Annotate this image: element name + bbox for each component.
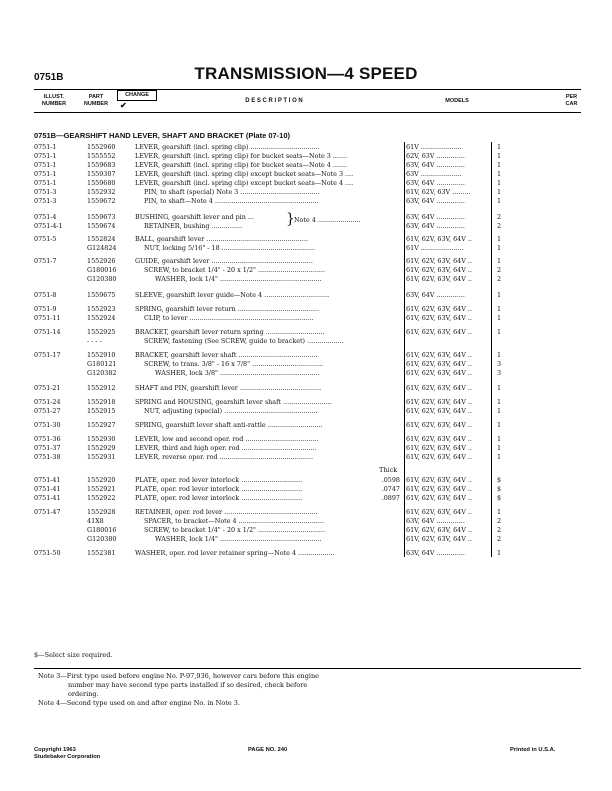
part-description: PIN, to shaft (special) Note 3 ....................................... [144, 188, 320, 196]
part-number: G120380 [87, 275, 117, 283]
quantity-per-car: 2 [496, 526, 502, 534]
part-description: SPRING and HOUSING, gearshift lever shaft ........................ [135, 398, 332, 406]
illus-number: 0751-1 [34, 152, 57, 160]
illus-number: 0751-1 [34, 170, 57, 178]
part-description: CLIP, to lever ............................................................. [144, 314, 314, 322]
part-description: RETAINER, bushing ............... [144, 222, 243, 230]
note-line: Note 4—Second type used on and after engine No. in Note 3. [38, 699, 240, 707]
per-header-line2: CAR [565, 100, 578, 107]
illus-number: 0751-41 [34, 476, 61, 484]
models-applicable: 61V .................... [406, 143, 462, 151]
illus-number: 0751-5 [34, 235, 57, 243]
part-description: PLATE, oper. rod lever interlock .............................. [135, 476, 303, 484]
part-number: 1552927 [87, 421, 116, 429]
table-row [34, 493, 594, 503]
part-description: LEVER, gearshift (incl. spring clip) for bucket seats—Note 3 ....... [135, 152, 348, 160]
part-number: 1552929 [87, 444, 116, 452]
quantity-per-car: 1 [496, 407, 502, 415]
part-description: SPACER, to bracket—Note 4 .......................................... [144, 517, 324, 525]
part-number: 1552910 [87, 351, 116, 359]
illus-number: 0751-47 [34, 508, 61, 516]
part-number: 1552925 [87, 328, 116, 336]
thickness-value: .0598 [381, 476, 400, 484]
part-number: G124824 [87, 244, 117, 252]
quantity-per-car: 1 [496, 305, 502, 313]
column-header [34, 89, 581, 113]
illus-header-line1: ILLUST. [43, 94, 65, 100]
thick-label: Thick [379, 466, 398, 474]
models-applicable: 63V, 64V .............. [406, 179, 465, 187]
models-applicable: 61V, 62V, 63V, 64V .. [406, 526, 472, 534]
quantity-per-car: 1 [496, 235, 502, 243]
quantity-per-car: 2 [496, 222, 502, 230]
part-number: G180121 [87, 360, 117, 368]
models-applicable: 61V, 62V, 63V, 64V .. [406, 360, 472, 368]
part-number: G180016 [87, 266, 117, 274]
part-description: WASHER, lock 3/8" ................................................. [155, 369, 320, 377]
part-description: BUSHING, gearshift lever and pin ... [135, 213, 254, 221]
part-number: G180016 [87, 526, 117, 534]
table-row [34, 452, 594, 462]
copyright-line1: Copyright 1963 [34, 747, 76, 753]
quantity-per-car: 1 [496, 188, 502, 196]
quantity-per-car: 1 [496, 197, 502, 205]
illus-number: 0751-24 [34, 398, 61, 406]
models-applicable: 63V, 64V .............. [406, 291, 465, 299]
models-applicable: 61V, 62V, 63V, 64V .. [406, 275, 472, 283]
printed-in: Printed in U.S.A. [510, 747, 556, 753]
part-description: BRACKET, gearshift lever return spring ............................. [135, 328, 325, 336]
part-number: 1552923 [87, 305, 116, 313]
quantity-per-car: 2 [496, 275, 502, 283]
quantity-per-car: 1 [496, 179, 502, 187]
quantity-per-car: $ [496, 476, 502, 484]
part-description: NUT, adjusting (special) .............................................. [144, 407, 318, 415]
illus-number: 0751-8 [34, 291, 57, 299]
quantity-per-car: 1 [496, 257, 502, 265]
illus-number: 0751-37 [34, 444, 61, 452]
part-description: GUIDE, gearshift lever .................................................. [135, 257, 313, 265]
part-number: 1552930 [87, 435, 116, 443]
illus-number: 0751-3 [34, 188, 57, 196]
illus-number: 0751-4-1 [34, 222, 63, 230]
part-description: SCREW, to bracket 1/4" - 20 x 1/2" ................................. [144, 526, 326, 534]
quantity-per-car: 1 [496, 351, 502, 359]
part-number: 1552920 [87, 476, 116, 484]
part-description: NUT, locking 5/16" - 18 .............................................. [144, 244, 316, 252]
part-description: SCREW, to bracket 1/4" - 20 x 1/2" ................................. [144, 266, 326, 274]
description-header: D E S C R I P T I O N [245, 98, 303, 104]
part-number: 1559680 [87, 179, 116, 187]
part-description: LEVER, gearshift (incl. spring clip) except bucket seats—Note 4 .... [135, 179, 354, 187]
per-header-line1: PER [565, 94, 578, 100]
part-number: 1552922 [87, 494, 116, 502]
quantity-per-car: 1 [496, 453, 502, 461]
part-number: 1552912 [87, 384, 116, 392]
models-applicable: 61V, 62V, 63V, 64V .. [406, 435, 472, 443]
illus-number: 0751-41 [34, 485, 61, 493]
models-applicable: 61V, 62V, 63V, 64V .. [406, 453, 472, 461]
models-applicable: 61V, 62V, 63V, 64V .. [406, 257, 472, 265]
models-applicable: 63V, 64V .............. [406, 549, 465, 557]
part-number: 1559307 [87, 170, 116, 178]
part-description: LEVER, gearshift (incl. spring clip) for bucket seats—Note 4 ....... [135, 161, 348, 169]
page-number: PAGE NO. 240 [248, 747, 288, 753]
bracket-note: Note 4 ..................... [294, 216, 361, 224]
models-applicable: 63V .................... [406, 170, 462, 178]
quantity-per-car: 2 [496, 517, 502, 525]
part-header-line2: NUMBER [83, 100, 109, 107]
quantity-per-car: 2 [496, 266, 502, 274]
notes-block [34, 668, 581, 707]
illus-number: 0751-4 [34, 213, 57, 221]
models-applicable: 61V, 62V, 63V, 64V .. [406, 494, 472, 502]
page-title: TRANSMISSION—4 SPEED [194, 64, 418, 83]
part-number: 1552928 [87, 508, 116, 516]
illus-number: 0751-21 [34, 384, 61, 392]
models-applicable: 61V, 62V, 63V, 64V .. [406, 314, 472, 322]
table-row [34, 196, 594, 206]
models-applicable: 63V, 64V .............. [406, 197, 465, 205]
models-applicable: 61V, 62V, 63V, 64V .. [406, 369, 472, 377]
part-number: 1552932 [87, 188, 116, 196]
models-applicable: 63V, 64V .............. [406, 517, 465, 525]
part-description: SHAFT and PIN, gearshift lever ........................................ [135, 384, 322, 392]
change-header: CHANGE [117, 90, 157, 101]
part-number: - - - - [87, 337, 102, 345]
quantity-per-car: 2 [496, 213, 502, 221]
part-description: SCREW, fastening (See SCREW, guide to bracket) .................. [144, 337, 344, 345]
illus-number: 0751-9 [34, 305, 57, 313]
change-check-icon: ✔ [120, 101, 127, 110]
quantity-per-car: 1 [496, 152, 502, 160]
table-row [34, 534, 594, 544]
part-number: G120382 [87, 369, 117, 377]
part-number: 1552381 [87, 549, 116, 557]
part-header-line1: PART [88, 94, 104, 100]
models-applicable: 61V, 62V, 63V, 64V .. [406, 384, 472, 392]
part-description: LEVER, reverse oper. rod .............................................. [135, 453, 314, 461]
table-row [34, 368, 594, 378]
models-applicable: 61V, 62V, 63V, 64V .. [406, 266, 472, 274]
part-number: 1552921 [87, 485, 116, 493]
note-line: number may have second type parts installed if so desired, check before [68, 681, 308, 689]
table-row [34, 243, 594, 253]
note-line: ordering. [68, 690, 99, 698]
quantity-per-car: 1 [496, 170, 502, 178]
quantity-per-car: 1 [496, 328, 502, 336]
part-number: 1552918 [87, 398, 116, 406]
quantity-per-car: $ [496, 485, 502, 493]
note-line: Note 3—First type used before engine No. P-97,936, however cars before this engine [38, 672, 320, 680]
models-applicable: 61V, 62V, 63V, 64V .. [406, 444, 472, 452]
part-description: PLATE, oper. rod lever interlock .............................. [135, 485, 303, 493]
part-description: LEVER, low and second oper. rod .................................... [135, 435, 319, 443]
part-description: PIN, to shaft—Note 4 ................................................... [144, 197, 319, 205]
quantity-per-car: 1 [496, 444, 502, 452]
section-title: 0751B—GEARSHIFT HAND LEVER, SHAFT AND BRACKET (Plate 07-10) [34, 131, 291, 140]
quantity-per-car: 1 [496, 549, 502, 557]
per-car-header [562, 94, 581, 107]
models-applicable: 61V, 62V, 63V, 64V .. [406, 508, 472, 516]
part-number: 1552960 [87, 143, 116, 151]
part-number: G120380 [87, 535, 117, 543]
quantity-per-car: 1 [496, 421, 502, 429]
part-header [78, 94, 114, 107]
part-number: 1555552 [87, 152, 116, 160]
quantity-per-car: 1 [496, 435, 502, 443]
illus-number: 0751-14 [34, 328, 61, 336]
models-applicable: 61V, 62V, 63V, 64V .. [406, 485, 472, 493]
models-applicable: 61V, 62V, 63V, 64V .. [406, 421, 472, 429]
models-applicable: 63V, 64V .............. [406, 222, 465, 230]
illus-number: 0751-3 [34, 197, 57, 205]
part-number: 1559674 [87, 222, 116, 230]
illus-number: 0751-1 [34, 143, 57, 151]
illus-number: 0751-11 [34, 314, 61, 322]
illus-number: 0751-36 [34, 435, 61, 443]
part-description: PLATE, oper. rod lever interlock .............................. [135, 494, 303, 502]
section-code: 0751B [34, 72, 64, 83]
quantity-per-car: 1 [496, 161, 502, 169]
illus-number: 0751-1 [34, 179, 57, 187]
table-row [34, 548, 594, 558]
part-description: SCREW, to trans. 3/8" - 16 x 7/8" ................................... [144, 360, 324, 368]
thickness-value: .0897 [381, 494, 400, 502]
models-header: MODELS [445, 98, 469, 104]
quantity-per-car: 3 [496, 369, 502, 377]
models-applicable: 61V, 62V, 63V, 64V .. [406, 305, 472, 313]
part-description: SPRING, gearshift lever return ........................................ [135, 305, 319, 313]
quantity-per-car: 1 [496, 508, 502, 516]
illus-number: 0751-7 [34, 257, 57, 265]
models-applicable: 61V, 62V, 63V, 64V .. [406, 398, 472, 406]
table-row [34, 290, 594, 300]
part-number: 1552824 [87, 235, 116, 243]
models-applicable: 61V, 62V, 63V, 64V .. [406, 351, 472, 359]
quantity-per-car: 1 [496, 314, 502, 322]
quantity-per-car: 1 [496, 143, 502, 151]
illus-number: 0751-17 [34, 351, 61, 359]
part-description: SLEEVE, gearshift lever guide—Note 4 ................................ [135, 291, 330, 299]
part-description: RETAINER, oper. rod lever .............................................. [135, 508, 318, 516]
table-row [34, 336, 594, 346]
models-applicable: 63V, 64V .............. [406, 161, 465, 169]
models-applicable: 61V, 62V, 63V, 64V .. [406, 328, 472, 336]
models-applicable: 61V, 62V, 63V, 64V .. [406, 476, 472, 484]
table-row [34, 383, 594, 393]
models-applicable: 63V, 64V .............. [406, 213, 465, 221]
illus-header-line2: NUMBER [41, 100, 67, 107]
models-applicable: 61V ..................... [406, 244, 464, 252]
table-row [34, 420, 594, 430]
part-number: 1559675 [87, 291, 116, 299]
quantity-per-car: 2 [496, 535, 502, 543]
illus-number: 0751-38 [34, 453, 61, 461]
illus-header [34, 94, 74, 107]
quantity-per-car: 1 [496, 384, 502, 392]
part-number: 1559683 [87, 161, 116, 169]
illus-number: 0751-50 [34, 549, 61, 557]
part-description: WASHER, lock 1/4" .................................................. [155, 275, 322, 283]
models-applicable: 62V, 63V .............. [406, 152, 465, 160]
thickness-value: .0747 [381, 485, 400, 493]
part-description: BRACKET, gearshift lever shaft ....................................... [135, 351, 318, 359]
quantity-per-car: 3 [496, 360, 502, 368]
quantity-per-car: 1 [496, 291, 502, 299]
table-row [34, 406, 594, 416]
bracket-brace: } [286, 211, 295, 227]
illus-number: 0751-30 [34, 421, 61, 429]
illus-number: 0751-41 [34, 494, 61, 502]
part-number: 1559672 [87, 197, 116, 205]
footnote-select-size: $—Select size required. [34, 651, 113, 659]
quantity-per-car: 1 [496, 398, 502, 406]
part-number: 1552924 [87, 314, 116, 322]
part-number: 1552931 [87, 453, 116, 461]
quantity-per-car: 1 [496, 244, 502, 252]
part-description: LEVER, gearshift (incl. spring clip) except bucket seats—Note 3 .... [135, 170, 354, 178]
part-description: WASHER, oper. rod lever retainer spring—Note 4 .................. [135, 549, 335, 557]
part-number: 1559673 [87, 213, 116, 221]
models-applicable: 61V, 62V, 63V ......... [406, 188, 471, 196]
part-description: SPRING, gearshift lever shaft anti-rattle ........................... [135, 421, 323, 429]
table-row [34, 313, 594, 323]
illus-number: 0751-27 [34, 407, 61, 415]
part-number: 1552915 [87, 407, 116, 415]
part-description: LEVER, third and high oper. rod ..................................... [135, 444, 317, 452]
part-number: 1552926 [87, 257, 116, 265]
footer-copyright [34, 747, 100, 761]
part-number: 41X8 [87, 517, 104, 525]
copyright-line2: Studebaker Corporation [34, 754, 101, 760]
models-applicable: 61V, 62V, 63V, 64V .. [406, 235, 472, 243]
quantity-per-car: $ [496, 494, 502, 502]
models-applicable: 61V, 62V, 63V, 64V .. [406, 407, 472, 415]
illus-number: 0751-1 [34, 161, 57, 169]
models-applicable: 61V, 62V, 63V, 64V .. [406, 535, 472, 543]
table-row [34, 274, 594, 284]
part-description: BALL, gearshift lever .................................................. [135, 235, 308, 243]
part-description: WASHER, lock 1/4" .................................................. [155, 535, 322, 543]
part-description: LEVER, gearshift (incl. spring clip) .................................. [135, 143, 320, 151]
